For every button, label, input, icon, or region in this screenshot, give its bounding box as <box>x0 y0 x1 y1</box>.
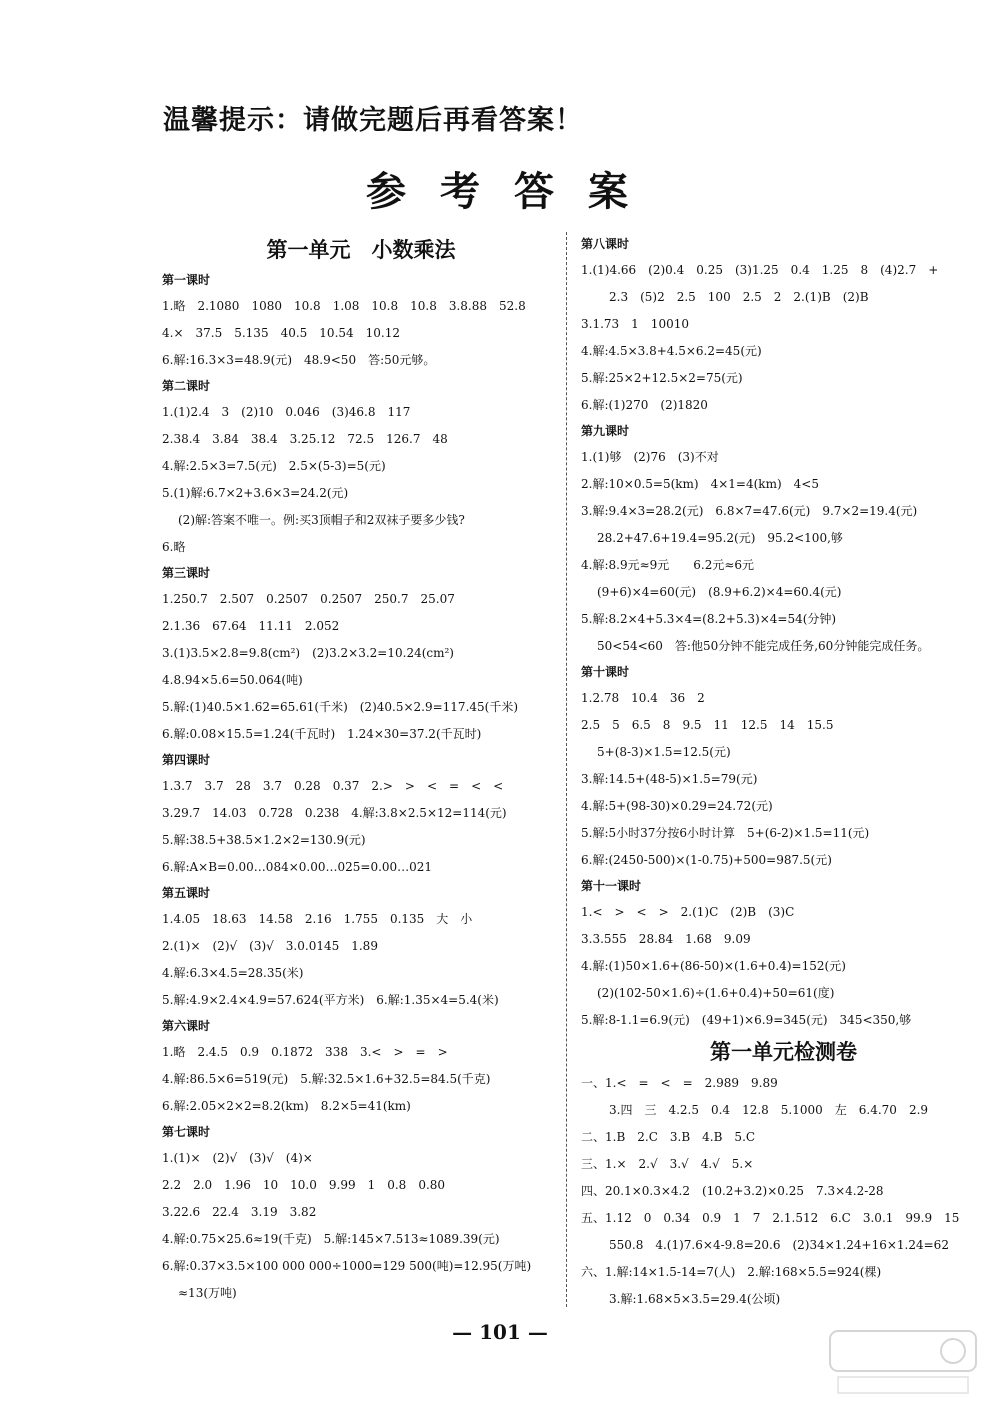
answer-line: 6.解:16.3×3=48.9(元) 48.9<50 答:50元够。 <box>162 353 436 367</box>
answer-line: 1.(1)2.4 3 (2)10 0.046 (3)46.8 117 <box>162 405 411 419</box>
page-title: 参考答案 <box>366 169 662 215</box>
answer-line: 5+(8-3)×1.5=12.5(元) <box>597 745 731 759</box>
answer-line: 6.略 <box>162 540 186 554</box>
lesson-heading: 第六课时 <box>162 1019 211 1033</box>
lesson-heading: 第九课时 <box>581 424 630 438</box>
answer-line: 2.解:10×0.5=5(km) 4×1=4(km) 4<5 <box>581 477 819 491</box>
answer-line: 6.解:A×B=0.00…084×0.00…025=0.00…021 <box>162 860 433 874</box>
left-column <box>162 232 560 1307</box>
answer-line: 4.解:0.75×25.6≈19(千克) 5.解:145×7.513≈1089.39(元) <box>162 1232 500 1246</box>
lesson-heading: 第八课时 <box>581 237 630 251</box>
answer-line: 6.解:(1)270 (2)1820 <box>581 398 708 412</box>
answer-line: 3.四 三 4.2.5 0.4 12.8 5.1000 左 6.4.70 2.9 <box>609 1103 929 1117</box>
answer-line: 四、20.1×0.3×4.2 (10.2+3.2)×0.25 7.3×4.2-28 <box>581 1184 884 1198</box>
answer-line: 1.(1)× (2)√ (3)√ (4)× <box>162 1151 313 1165</box>
answer-line: 4.解:5+(98-30)×0.29=24.72(元) <box>581 799 773 813</box>
answer-line: 3.3.555 28.84 1.68 9.09 <box>581 932 751 946</box>
answer-line: 5.解:8-1.1=6.9(元) (49+1)×6.9=345(元) 345<350,够 <box>581 1013 912 1027</box>
answer-line: 1.(1)够 (2)76 (3)不对 <box>581 450 719 464</box>
answer-line: 4.解:6.3×4.5=28.35(米) <box>162 966 304 980</box>
answer-line: 6.解:0.37×3.5×100 000 000÷1000=129 500(吨)=12.95(万吨) <box>162 1259 532 1273</box>
answer-line: 1.250.7 2.507 0.2507 0.2507 250.7 25.07 <box>162 592 455 606</box>
lesson-heading: 第十一课时 <box>581 879 642 893</box>
lesson-heading: 第十课时 <box>581 665 630 679</box>
answer-line: 3.(1)3.5×2.8=9.8(cm²) (2)3.2×3.2=10.24(cm²) <box>162 646 454 660</box>
answer-line: 3.解:14.5+(48-5)×1.5=79(元) <box>581 772 758 786</box>
answer-line: 六、1.解:14×1.5-14=7(人) 2.解:168×5.5=924(棵) <box>581 1265 882 1279</box>
answer-line: 二、1.B 2.C 3.B 4.B 5.C <box>581 1130 756 1144</box>
answer-line: 6.解:(2450-500)×(1-0.75)+500=987.5(元) <box>581 853 832 867</box>
answer-line: 550.8 4.(1)7.6×4-9.8=20.6 (2)34×1.24+16×1.24=62 <box>609 1238 949 1252</box>
answer-line: 3.解:9.4×3=28.2(元) 6.8×7=47.6(元) 9.7×2=19.4(元) <box>581 504 918 518</box>
answer-line: 1.2.78 10.4 36 2 <box>581 691 705 705</box>
answer-line: 5.解:8.2×4+5.3×4=(8.2+5.3)×4=54(分钟) <box>581 612 837 626</box>
answer-line: 6.解:2.05×2×2=8.2(km) 8.2×5=41(km) <box>162 1099 411 1113</box>
lesson-heading: 第一课时 <box>162 273 211 287</box>
answer-line: 4.解:8.9元≈9元 6.2元≈6元 <box>581 558 755 572</box>
answer-line: 2.3 (5)2 2.5 100 2.5 2 2.(1)B (2)B <box>609 290 869 304</box>
page-number: — 101 — <box>452 1320 548 1344</box>
column-divider <box>566 232 567 1307</box>
lesson-heading: 第五课时 <box>162 886 211 900</box>
answer-line: 5.解:5小时37分按6小时计算 5+(6-2)×1.5=11(元) <box>581 826 870 840</box>
answer-line: 5.解:4.9×2.4×4.9=57.624(平方米) 6.解:1.35×4=5.4(米) <box>162 993 499 1007</box>
answer-line: 2.5 5 6.5 8 9.5 11 12.5 14 15.5 <box>581 718 834 732</box>
answer-line: 6.解:0.08×15.5=1.24(千瓦时) 1.24×30=37.2(千瓦时) <box>162 727 482 741</box>
answer-line: 5.(1)解:6.7×2+3.6×3=24.2(元) <box>162 486 349 500</box>
answer-line: 1.(1)4.66 (2)0.4 0.25 (3)1.25 0.4 1.25 8 (4)2.7 + <box>581 263 939 277</box>
lesson-heading: 第四课时 <box>162 753 211 767</box>
answer-line: 1.略 2.4.5 0.9 0.1872 338 3.< > = > <box>162 1045 448 1059</box>
answer-line: 1.< > < > 2.(1)C (2)B (3)C <box>581 905 795 919</box>
answer-line: (2)(102-50×1.6)÷(1.6+0.4)+50=61(度) <box>597 986 835 1000</box>
answer-line: 2.2 2.0 1.96 10 10.0 9.99 1 0.8 0.80 <box>162 1178 446 1192</box>
answer-line: 4.解:(1)50×1.6+(86-50)×(1.6+0.4)=152(元) <box>581 959 846 973</box>
answer-line: 2.1.36 67.64 11.11 2.052 <box>162 619 340 633</box>
answer-line: 50<54<60 答:他50分钟不能完成任务,60分钟能完成任务。 <box>597 639 930 653</box>
answer-line: 1.3.7 3.7 28 3.7 0.28 0.37 2.> > < = < < <box>162 779 504 793</box>
answer-line: 2.(1)× (2)√ (3)√ 3.0.0145 1.89 <box>162 939 378 953</box>
answer-line: 3.1.73 1 10010 <box>581 317 689 331</box>
answer-line: ≈13(万吨) <box>178 1286 237 1300</box>
answer-line: (9+6)×4=60(元) (8.9+6.2)×4=60.4(元) <box>597 585 842 599</box>
answer-line: 4.解:86.5×6=519(元) 5.解:32.5×1.6+32.5=84.5(千克) <box>162 1072 491 1086</box>
answer-line: 3.解:1.68×5×3.5=29.4(公顷) <box>609 1292 781 1306</box>
reminder-text: 温馨提示：请做完题后再看答案！ <box>163 105 583 136</box>
unit-title: 第一单元 小数乘法 <box>266 238 456 262</box>
answer-line: 4.解:2.5×3=7.5(元) 2.5×(5-3)=5(元) <box>162 459 386 473</box>
answer-line: 三、1.× 2.√ 3.√ 4.√ 5.× <box>581 1157 754 1171</box>
answer-line: 5.解:(1)40.5×1.62=65.61(千米) (2)40.5×2.9=117.45(千米) <box>162 700 519 714</box>
lesson-heading: 第二课时 <box>162 379 211 393</box>
answer-line: 一、1.< = < = 2.989 9.89 <box>581 1076 778 1090</box>
answer-line: 28.2+47.6+19.4=95.2(元) 95.2<100,够 <box>597 531 843 545</box>
answer-line: 4.8.94×5.6=50.064(吨) <box>162 673 303 687</box>
answer-line: 5.解:38.5+38.5×1.2×2=130.9(元) <box>162 833 366 847</box>
answer-line: 4.解:4.5×3.8+4.5×6.2=45(元) <box>581 344 762 358</box>
answer-line: 3.22.6 22.4 3.19 3.82 <box>162 1205 317 1219</box>
watermark-logo-icon <box>828 1329 978 1399</box>
answer-line: 5.解:25×2+12.5×2=75(元) <box>581 371 743 385</box>
lesson-heading: 第三课时 <box>162 566 211 580</box>
test-title: 第一单元检测卷 <box>710 1040 857 1064</box>
answer-line: (2)解:答案不唯一。例:买3顶帽子和2双袜子要多少钱? <box>178 513 465 527</box>
answer-line: 3.29.7 14.03 0.728 0.238 4.解:3.8×2.5×12=114(元) <box>162 806 507 820</box>
answer-line: 4.× 37.5 5.135 40.5 10.54 10.12 <box>162 326 401 340</box>
answer-line: 1.4.05 18.63 14.58 2.16 1.755 0.135 大 小 <box>162 912 473 926</box>
right-column <box>581 232 986 1313</box>
lesson-heading: 第七课时 <box>162 1125 211 1139</box>
answer-line: 五、1.12 0 0.34 0.9 1 7 2.1.512 6.C 3.0.1 99.9 15 <box>581 1211 960 1225</box>
answer-line: 2.38.4 3.84 38.4 3.25.12 72.5 126.7 48 <box>162 432 448 446</box>
answer-line: 1.略 2.1080 1080 10.8 1.08 10.8 10.8 3.8.88 52.8 <box>162 299 526 313</box>
